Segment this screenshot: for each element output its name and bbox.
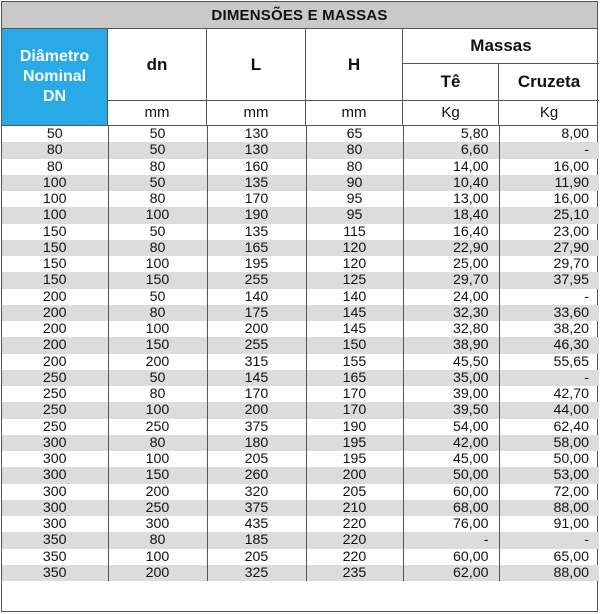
cell-l: 170 <box>207 191 306 207</box>
cell-dn: 100 <box>108 207 207 223</box>
cell-cruzeta: - <box>499 532 599 548</box>
cell-l: 145 <box>207 370 306 386</box>
table-row <box>2 337 599 353</box>
cell-h: 95 <box>306 207 403 223</box>
table-row <box>2 289 599 305</box>
cell-cruzeta: 58,00 <box>499 435 599 451</box>
cell-cruzeta: 29,70 <box>553 256 589 273</box>
cell-l: 315 <box>207 354 306 370</box>
cell-h: 220 <box>306 549 403 565</box>
cell-l: 200 <box>207 402 306 418</box>
table-row <box>2 435 599 451</box>
cell-l: 205 <box>207 549 306 565</box>
cell-te: 45,00 <box>403 451 499 467</box>
cell-h: 235 <box>306 565 403 581</box>
cell-h: 155 <box>306 354 403 370</box>
cell-l: 135 <box>207 224 306 240</box>
cell-dn-nominal: 150 <box>2 240 108 256</box>
cell-dn: 80 <box>108 305 207 321</box>
cell-dn-nominal: 350 <box>2 549 108 565</box>
cell-dn: 80 <box>108 435 207 451</box>
cell-l: 130 <box>207 142 306 158</box>
cell-te: 39,00 <box>403 386 499 402</box>
cell-dn: 80 <box>108 191 207 207</box>
table-row <box>2 224 599 240</box>
cell-h: 165 <box>306 370 403 386</box>
cell-cruzeta: 8,00 <box>561 126 589 143</box>
table-row <box>2 240 599 256</box>
cell-dn: 100 <box>108 402 207 418</box>
table-row <box>2 142 599 158</box>
cell-te: 68,00 <box>403 500 499 516</box>
table-row <box>2 549 599 565</box>
cell-cruzeta: 50,00 <box>553 451 589 468</box>
cell-dn-nominal: 100 <box>2 191 108 207</box>
table-body <box>2 126 599 581</box>
cell-dn: 250 <box>108 419 207 435</box>
cell-dn-nominal: 300 <box>2 500 108 516</box>
dimensions-table <box>1 1 598 612</box>
unit-dn: mm <box>144 104 170 121</box>
cell-cruzeta: 44,00 <box>499 402 599 418</box>
cell-l: 185 <box>207 532 306 548</box>
cell-dn-nominal: 300 <box>2 435 108 451</box>
cell-l: 190 <box>207 207 306 223</box>
unit-te: Kg <box>441 104 460 121</box>
cell-cruzeta: - <box>499 370 599 386</box>
cell-te: 29,70 <box>403 272 499 288</box>
cell-dn-nominal: 350 <box>2 532 108 548</box>
cell-cruzeta: 27,90 <box>499 240 599 256</box>
cell-l: 140 <box>207 289 306 305</box>
cell-dn-nominal: 150 <box>2 224 108 240</box>
cell-cruzeta: 42,70 <box>553 386 589 403</box>
table-row <box>2 402 599 418</box>
cell-dn: 250 <box>108 500 207 516</box>
cell-dn-nominal: 300 <box>2 467 108 483</box>
cell-te: 32,30 <box>403 305 499 321</box>
cell-l: 170 <box>207 386 306 402</box>
cell-dn-nominal: 300 <box>2 484 108 500</box>
cell-cruzeta: 25,10 <box>499 207 599 223</box>
cell-l: 130 <box>207 126 306 142</box>
cell-te: 22,90 <box>403 240 499 256</box>
cell-dn-nominal: 300 <box>2 516 108 532</box>
cell-dn: 200 <box>108 354 207 370</box>
cell-cruzeta: 16,00 <box>553 191 589 208</box>
cell-dn-nominal: 250 <box>2 386 108 402</box>
header-dn-line1: Diâmetro <box>19 48 90 65</box>
cell-cruzeta: 46,30 <box>499 337 599 353</box>
cell-dn: 50 <box>108 289 207 305</box>
cell-dn-nominal: 250 <box>2 370 108 386</box>
cell-l: 195 <box>207 256 306 272</box>
cell-dn: 80 <box>108 532 207 548</box>
header-nominal-diameter <box>2 29 108 125</box>
table-row <box>2 305 599 321</box>
table-row <box>2 386 599 402</box>
cell-h: 120 <box>306 240 403 256</box>
cell-cruzeta: 38,20 <box>553 321 589 338</box>
cell-h: 80 <box>306 159 403 175</box>
table-row <box>2 419 599 435</box>
cell-dn: 300 <box>108 516 207 532</box>
cell-te: 16,40 <box>403 224 499 240</box>
cell-dn-nominal: 200 <box>2 305 108 321</box>
cell-h: 150 <box>306 337 403 353</box>
table-row <box>2 532 599 548</box>
cell-dn-nominal: 80 <box>2 142 108 158</box>
table-row <box>2 467 599 483</box>
cell-dn: 100 <box>108 256 207 272</box>
cell-te: 10,40 <box>403 175 499 191</box>
table-row <box>2 516 599 532</box>
cell-cruzeta: 55,65 <box>553 353 589 370</box>
cell-cruzeta: 91,00 <box>553 516 589 533</box>
header-dn: dn <box>146 54 168 74</box>
cell-dn-nominal: 300 <box>2 451 108 467</box>
cell-te: 45,50 <box>403 354 499 370</box>
cell-te: 6,60 <box>403 142 499 158</box>
cell-l: 180 <box>207 435 306 451</box>
cell-dn-nominal: 200 <box>2 321 108 337</box>
cell-te: 14,00 <box>403 159 499 175</box>
cell-l: 320 <box>207 484 306 500</box>
cell-h: 195 <box>306 435 403 451</box>
cell-cruzeta: 16,00 <box>553 158 589 175</box>
cell-l: 325 <box>207 565 306 581</box>
cell-h: 205 <box>306 484 403 500</box>
cell-h: 200 <box>306 467 403 483</box>
cell-te: 50,00 <box>403 467 499 483</box>
cell-l: 135 <box>207 175 306 191</box>
cell-dn: 50 <box>108 224 207 240</box>
cell-h: 125 <box>306 272 403 288</box>
cell-dn-nominal: 100 <box>2 207 108 223</box>
cell-dn-nominal: 150 <box>2 272 108 288</box>
cell-l: 255 <box>207 337 306 353</box>
table-row <box>2 272 599 288</box>
cell-l: 160 <box>207 159 306 175</box>
cell-h: 65 <box>306 126 403 142</box>
cell-h: 170 <box>306 386 403 402</box>
cell-l: 375 <box>207 500 306 516</box>
cell-cruzeta: 23,00 <box>553 223 589 240</box>
cell-h: 220 <box>306 532 403 548</box>
cell-dn: 200 <box>108 484 207 500</box>
data-table <box>2 126 599 581</box>
cell-h: 145 <box>306 305 403 321</box>
cell-dn: 80 <box>108 386 207 402</box>
cell-te: 35,00 <box>403 370 499 386</box>
header-l: L <box>250 54 262 74</box>
cell-cruzeta: 11,90 <box>499 175 599 191</box>
cell-dn-nominal: 100 <box>2 175 108 191</box>
cell-dn-nominal: 200 <box>2 337 108 353</box>
cell-te: 18,40 <box>403 207 499 223</box>
cell-l: 200 <box>207 321 306 337</box>
cell-dn-nominal: 80 <box>2 159 108 175</box>
cell-dn: 100 <box>108 321 207 337</box>
cell-l: 375 <box>207 419 306 435</box>
cell-te: 24,00 <box>403 289 499 305</box>
cell-dn: 50 <box>108 175 207 191</box>
unit-l: mm <box>243 104 269 121</box>
cell-te: 25,00 <box>403 256 499 272</box>
table-row <box>2 159 599 175</box>
cell-dn: 150 <box>108 337 207 353</box>
cell-h: 170 <box>306 402 403 418</box>
cell-l: 165 <box>207 240 306 256</box>
cell-l: 435 <box>207 516 306 532</box>
table-title: DIMENSÕES E MASSAS <box>2 2 597 29</box>
cell-h: 120 <box>306 256 403 272</box>
cell-te: 42,00 <box>403 435 499 451</box>
cell-dn: 150 <box>108 272 207 288</box>
cell-l: 260 <box>207 467 306 483</box>
table-row <box>2 256 599 272</box>
cell-dn: 50 <box>108 370 207 386</box>
cell-h: 140 <box>306 289 403 305</box>
cell-h: 220 <box>306 516 403 532</box>
cell-dn-nominal: 200 <box>2 354 108 370</box>
cell-l: 175 <box>207 305 306 321</box>
cell-dn: 50 <box>108 126 207 142</box>
table-row <box>2 484 599 500</box>
cell-dn-nominal: 150 <box>2 256 108 272</box>
unit-h: mm <box>341 104 367 121</box>
cell-l: 205 <box>207 451 306 467</box>
table-row <box>2 126 599 142</box>
cell-te: 5,80 <box>403 126 499 142</box>
cell-te: 38,90 <box>403 337 499 353</box>
cell-dn-nominal: 250 <box>2 402 108 418</box>
cell-l: 255 <box>207 272 306 288</box>
cell-h: 190 <box>306 419 403 435</box>
cell-dn-nominal: 200 <box>2 289 108 305</box>
cell-h: 145 <box>306 321 403 337</box>
table-row <box>2 354 599 370</box>
cell-te: 54,00 <box>403 419 499 435</box>
cell-cruzeta: 62,40 <box>553 418 589 435</box>
cell-te: 13,00 <box>403 191 499 207</box>
cell-dn: 80 <box>108 159 207 175</box>
header-dn-line2: Nominal <box>22 68 87 85</box>
table-row <box>2 175 599 191</box>
cell-cruzeta: 88,00 <box>499 565 599 581</box>
cell-te: 32,80 <box>403 321 499 337</box>
unit-cruzeta: Kg <box>539 104 559 121</box>
cell-te: 76,00 <box>403 516 499 532</box>
header-massas: Massas <box>470 36 532 55</box>
table-row <box>2 370 599 386</box>
cell-h: 95 <box>306 191 403 207</box>
cell-dn: 150 <box>108 467 207 483</box>
cell-te: - <box>403 532 499 548</box>
cell-te: 60,00 <box>403 484 499 500</box>
cell-cruzeta: 65,00 <box>553 548 589 565</box>
table-row <box>2 321 599 337</box>
cell-h: 195 <box>306 451 403 467</box>
header-dn-line3: DN <box>42 88 67 105</box>
cell-cruzeta: 88,00 <box>499 500 599 516</box>
cell-dn: 200 <box>108 565 207 581</box>
table-row <box>2 500 599 516</box>
cell-dn-nominal: 250 <box>2 419 108 435</box>
cell-h: 210 <box>306 500 403 516</box>
cell-cruzeta: 72,00 <box>553 483 589 500</box>
header-h: H <box>347 54 361 74</box>
cell-cruzeta: - <box>499 142 599 158</box>
table-row <box>2 207 599 223</box>
header-te: Tê <box>440 72 461 91</box>
cell-h: 90 <box>306 175 403 191</box>
table-row <box>2 191 599 207</box>
cell-cruzeta: 37,95 <box>499 272 599 288</box>
cell-cruzeta: 33,60 <box>499 305 599 321</box>
cell-te: 62,00 <box>403 565 499 581</box>
cell-dn: 100 <box>108 451 207 467</box>
header-cruzeta: Cruzeta <box>517 72 581 91</box>
table-row <box>2 565 599 581</box>
table-row <box>2 451 599 467</box>
cell-dn: 80 <box>108 240 207 256</box>
cell-te: 39,50 <box>403 402 499 418</box>
cell-te: 60,00 <box>403 549 499 565</box>
cell-dn: 100 <box>108 549 207 565</box>
cell-h: 115 <box>306 224 403 240</box>
table-header <box>2 29 597 126</box>
cell-dn: 50 <box>108 142 207 158</box>
cell-cruzeta: 53,00 <box>499 467 599 483</box>
cell-dn-nominal: 350 <box>2 565 108 581</box>
cell-cruzeta: - <box>584 288 589 305</box>
cell-dn-nominal: 50 <box>2 126 108 142</box>
cell-h: 80 <box>306 142 403 158</box>
